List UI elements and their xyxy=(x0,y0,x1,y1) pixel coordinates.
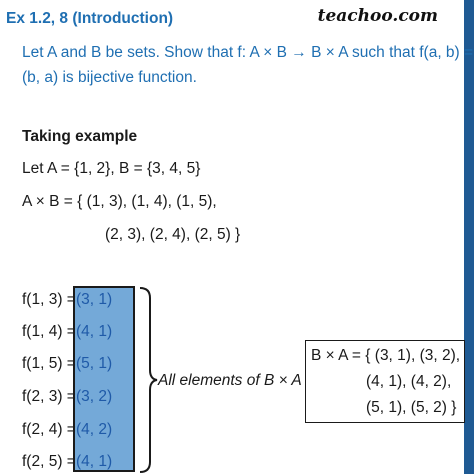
highlighted-values-column xyxy=(73,286,135,472)
cartesian-product-line-2: (2, 3), (2, 4), (2, 5) } xyxy=(105,226,241,243)
mapping-value: (4, 1) xyxy=(76,453,113,470)
question-line-1: Let A and B be sets. Show that f: A × B → B × A such that f(a, b) = xyxy=(22,44,474,61)
mapping-value: (4, 2) xyxy=(76,421,113,438)
question-text xyxy=(22,40,473,90)
mapping-label: f(1, 4) = xyxy=(22,323,76,340)
mapping-value: (3, 2) xyxy=(76,388,113,405)
result-line-1: B × A = { (3, 1), (3, 2), xyxy=(311,347,461,364)
mapping-value: (4, 1) xyxy=(76,323,113,340)
curly-brace xyxy=(138,286,158,474)
mapping-label: f(1, 3) = xyxy=(22,291,76,308)
mapping-label: f(2, 3) = xyxy=(22,388,76,405)
result-line-3: (5, 1), (5, 2) } xyxy=(366,399,457,416)
question-line-2: (b, a) is bijective function. xyxy=(22,69,197,86)
mapping-label: f(2, 4) = xyxy=(22,421,76,438)
result-line-2: (4, 1), (4, 2), xyxy=(366,373,452,390)
exercise-title: Ex 1.2, 8 (Introduction) xyxy=(6,10,174,27)
solution-heading: Taking example xyxy=(22,128,138,145)
mapping-value: (3, 1) xyxy=(76,291,113,308)
brace-annotation: All elements of B × A xyxy=(158,372,302,389)
mapping-value: (5, 1) xyxy=(76,355,113,372)
teachoo-logo: teachoo.com xyxy=(317,6,438,26)
sets-definition: Let A = {1, 2}, B = {3, 4, 5} xyxy=(22,160,201,177)
mapping-label: f(2, 5) = xyxy=(22,453,76,470)
mapping-label: f(1, 5) = xyxy=(22,355,76,372)
cartesian-product-line-1: A × B = { (1, 3), (1, 4), (1, 5), xyxy=(22,193,217,210)
